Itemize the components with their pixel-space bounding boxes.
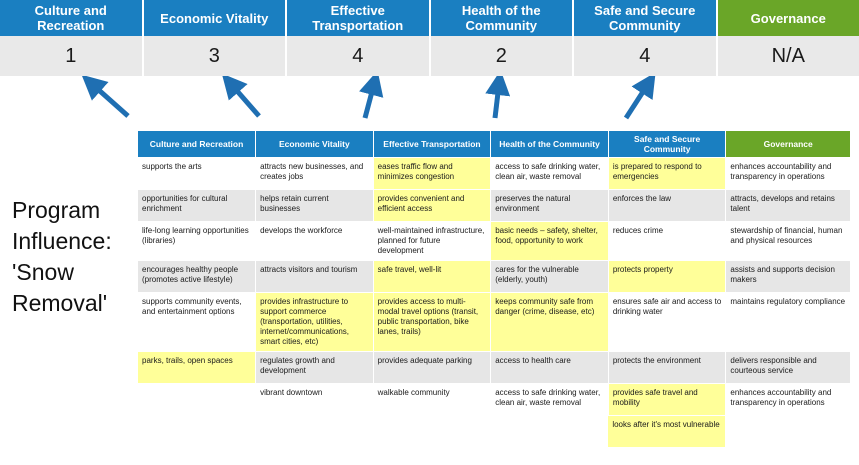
table-cell: supports community events, and entertainment options [138, 293, 256, 352]
table-cell: walkable community [373, 384, 491, 416]
table-cell [373, 416, 491, 448]
matrix-header-row [138, 131, 851, 158]
table-row [138, 158, 851, 190]
table-cell [256, 416, 374, 448]
strategic-priorities-header [0, 0, 859, 36]
table-cell: stewardship of financial, human and physical resources [726, 222, 851, 261]
score-governance: N/A [771, 44, 805, 67]
score-economic-vitality: 3 [144, 36, 288, 76]
table-cell: provides adequate parking [373, 352, 491, 384]
arrow-icon [365, 84, 374, 118]
table-cell: safe travel, well-lit [373, 261, 491, 293]
caption-line-2: Influence: [12, 228, 112, 254]
table-cell: provides access to multi-modal travel options (transit, public transportation, bike lanes, trails) [373, 293, 491, 352]
table-cell: protects property [608, 261, 726, 293]
table-row [138, 190, 851, 222]
arrow-icon [231, 84, 259, 116]
table-cell: parks, trails, open spaces [138, 352, 256, 384]
table-cell: maintains regulatory compliance [726, 293, 851, 352]
matrix-header-economic-vitality: Economic Vitality [256, 131, 374, 158]
score-effective-transportation: 4 [287, 36, 431, 76]
table-cell: provides infrastructure to support commerce (transportation, utilities, internet/communications, smart cities, etc) [256, 293, 374, 352]
table-row [138, 352, 851, 384]
table-cell: keeps community safe from danger (crime, disease, etc) [491, 293, 609, 352]
table-cell: assists and supports decision makers [726, 261, 851, 293]
table-cell: develops the workforce [256, 222, 374, 261]
table-cell: attracts, develops and retains talent [726, 190, 851, 222]
table-cell: preserves the natural environment [491, 190, 609, 222]
table-cell: enhances accountability and transparency in operations [726, 158, 851, 190]
table-row [138, 384, 851, 416]
header-cell-safe-and-secure-community [574, 0, 718, 36]
table-cell: provides convenient and efficient access [373, 190, 491, 222]
table-cell: access to safe drinking water, clean air, waste removal [491, 158, 609, 190]
matrix-header-health-of-the-community: Health of the Community [491, 131, 609, 158]
caption-line-1: Program [12, 197, 101, 223]
table-cell: encourages healthy people (promotes active lifestyle) [138, 261, 256, 293]
header-cell-effective-transportation [287, 0, 431, 36]
table-row [138, 416, 851, 448]
header-label: Effective Transportation [312, 3, 404, 33]
score-health-of-the-community: 2 [431, 36, 575, 76]
header-label: Culture and Recreation [34, 3, 107, 33]
arrow-group [0, 76, 859, 136]
header-cell-economic-vitality [144, 0, 288, 36]
table-cell [138, 416, 256, 448]
table-cell: attracts new businesses, and creates jobs [256, 158, 374, 190]
header-label: Health of the Community [461, 3, 541, 33]
table-cell: reduces crime [608, 222, 726, 261]
table-cell [138, 384, 256, 416]
caption-line-3: 'Snow [12, 259, 74, 285]
table-cell: looks after it's most vulnerable [608, 416, 726, 448]
table-cell: life-long learning opportunities (libraries) [138, 222, 256, 261]
header-cell-governance [718, 0, 859, 36]
score-culture-and-recreation: 1 [0, 36, 144, 76]
header-label: Safe and Secure Community [594, 3, 696, 33]
table-cell: cares for the vulnerable (elderly, youth) [491, 261, 609, 293]
score-row [0, 36, 859, 76]
header-cell-health-of-the-community [431, 0, 575, 36]
table-cell: provides safe travel and mobility [608, 384, 726, 416]
header-cell-culture-and-recreation [0, 0, 144, 36]
table-row [138, 222, 851, 261]
matrix-header-safe-and-secure-community: Safe and Secure Community [608, 131, 726, 158]
table-cell: access to safe drinking water, clean air, waste removal [491, 384, 609, 416]
header-label: Economic Vitality [160, 10, 269, 26]
table-cell [726, 416, 851, 448]
table-cell: enhances accountability and transparency in operations [726, 384, 851, 416]
table-cell: enforces the law [608, 190, 726, 222]
arrow-icon [92, 84, 128, 116]
matrix-header-culture-and-recreation: Culture and Recreation [138, 131, 256, 158]
matrix-header-governance: Governance [726, 131, 851, 158]
table-cell: supports the arts [138, 158, 256, 190]
table-cell: ensures safe air and access to drinking water [608, 293, 726, 352]
caption-line-4: Removal' [12, 290, 108, 316]
matrix-header-effective-transportation: Effective Transportation [373, 131, 491, 158]
table-cell [491, 416, 609, 448]
table-cell: well-maintained infrastructure, planned for future development [373, 222, 491, 261]
table-cell: basic needs – safety, shelter, food, opportunity to work [491, 222, 609, 261]
score-safe-and-secure-community: 4 [574, 36, 718, 76]
influence-matrix-table [138, 131, 851, 448]
table-cell: delivers responsible and courteous service [726, 352, 851, 384]
table-cell: is prepared to respond to emergencies [608, 158, 726, 190]
program-influence-caption [12, 195, 137, 319]
table-row [138, 293, 851, 352]
table-cell: opportunities for cultural enrichment [138, 190, 256, 222]
table-cell: vibrant downtown [256, 384, 374, 416]
table-cell: attracts visitors and tourism [256, 261, 374, 293]
header-label: Governance [750, 10, 826, 26]
arrow-icon [495, 84, 499, 118]
table-cell: eases traffic flow and minimizes congestion [373, 158, 491, 190]
table-cell: access to health care [491, 352, 609, 384]
table-cell: regulates growth and development [256, 352, 374, 384]
table-row [138, 261, 851, 293]
table-cell: helps retain current businesses [256, 190, 374, 222]
table-cell: protects the environment [608, 352, 726, 384]
arrow-icon [626, 84, 648, 118]
